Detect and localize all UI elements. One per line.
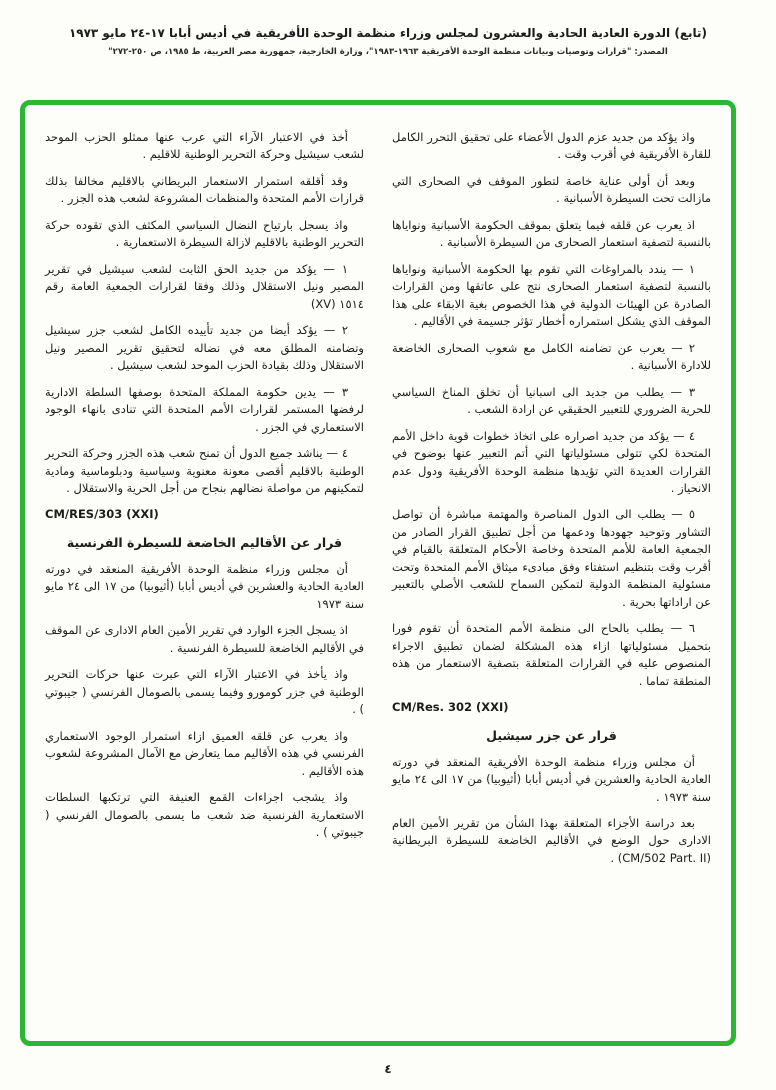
content-border-box [20,100,736,1046]
column-right [392,129,711,1023]
paragraph: وقد أقلقه استمرار الاستعمار البريطاني بالاقليم مخالفا بذلك قرارات الأمم المتحدة والمنظمات المشروعة لشعب هذه الجزر . [45,173,364,206]
paragraph: أخذ في الاعتبار الآراء التي عرب عنها ممثلو الحزب الموحد لشعب سيشيل وحركة التحرير الوطنية للاقليم . [45,130,364,162]
paragraph: واذ يشجب اجراءات القمع العنيفة التي ترتكبها السلطات الاستعمارية الفرنسية ضد شعب ما يسمى بالصومال الفرنسي ( جيبوتي ) . [45,790,364,839]
paragraph: اذ يعرب عن قلقه فيما يتعلق بموقف الحكومة الأسبانية ونواياها بالنسبة لتصفية استعمار الصحارى من السيطرة الأسبانية . [392,217,711,250]
paragraph: واذ يعرب عن قلقه العميق ازاء استمرار الوجود الاستعماري الفرنسي في هذه الأقاليم مما يتعارض مع الآمال المشروعة لشعوب هذه الأقاليم . [45,728,364,778]
paragraph: أن مجلس وزراء منظمة الوحدة الأفريقية المنعقد في دورته العادية الحادية والعشرين في أديس أبابا (أثيوبيا) من ١٧ الى ٢٤ مايو سنة ١٩٧٣ [45,561,364,611]
paragraph: ٢ — يؤكد أيضا من جديد تأييده الكامل لشعب جزر سيشيل وتضامنه المطلق معه في نضاله لتحقيق تقرير المصير ونيل الاستقلال وذلك بقيادة الحزب الموحد لشعب سيشيل . [45,323,364,373]
paragraph: ٣ — يدين حكومة المملكة المتحدة بوصفها السلطة الادارية لرفضها المستمر لقرارات الأمم المتحدة التي تنادى بانهاء الوجود الاستعماري في الجزر . [45,384,364,434]
resolution-title-seychelles: قرار عن جزر سيشيل [486,727,617,743]
paragraph: ١ — يؤكد من جديد الحق الثابت لشعب سيشيل في تقرير المصير ونيل الاستقلال وذلك وفقا لقرارات الجمعية العامة رقم ١٥١٤ (XV) [45,261,364,311]
paragraph: واذ يسجل بارتياح النضال السياسي المكثف الذي تقوده حركة التحرير الوطنية بالاقليم لازالة السيطرة الاستعمارية . [45,217,364,250]
paragraph: ٥ — يطلب الى الدول المناصرة والمهتمة مباشرة أن تواصل التشاور وتوحيد جهودها ودعمها من أجل تطبيق القرار الصادر من الجمعية العامة للأمم المتحدة وخاصة الأحكام المتعلقة بالقيام في أقرب وقت بتنظيم استفتاء وفق مبادىء ميثاق الأمم المتحدة وتحت مسئولية المنظمة الدولية لتمكين السماح للشعب الأصلي بالتعبير عن اراداتها بحرية . [392,507,711,609]
paragraph: واذ يؤكد من جديد عزم الدول الأعضاء على تحقيق التحرر الكامل للقارة الأفريقية في أقرب وقت . [392,130,711,162]
column-left [45,129,364,1023]
paragraph: بعد دراسة الأجزاء المتعلقة بهذا الشأن من تقرير الأمين العام الادارى حول الوضع في الأقاليم الخاضعة للسيطرة البريطانية (CM/502 Part. II) . [392,816,711,865]
paragraph: ١ — يندد بالمراوغات التي تقوم بها الحكومة الأسبانية ونواياها بالنسبة لتصفية استعمار الصحارى نتج على عاتقها ومن القرارات الصادرة عن الهيئات الدولية في هذا الخصوص بغية الابقاء على هذا الموقف الذي يشكل استمراره أخطار تؤثر جسيمة في الأقاليم . [392,261,711,329]
paragraph: ٣ — يطلب من جديد الى اسبانيا أن تخلق المناخ السياسي للحرية الضروري للتعبير الحقيقي عن ارادة الشعب . [392,384,711,417]
paragraph: واذ يأخذ في الاعتبار الآراء التي عبرت عنها حركات التحرير الوطنية في جزر كومورو وفيما يسمى بالصومال الفرنسي ( جيبوتي ) . [45,667,364,717]
paragraph: ٤ — يؤكد من جديد اصراره على اتخاذ خطوات قوية داخل الأمم المتحدة لكي تتولى مسئولياتها التي أتم التعبير عنها بوضوح في القرارات العديدة التي تؤيدها منظمة الوحدة الأفريقية ودول عدم الانحياز . [392,428,711,495]
resolution-code-302: CM/Res. 302 (XXI) [392,700,509,715]
document-header [0,0,776,57]
resolution-code-303: CM/RES/303 (XXI) [45,507,159,522]
paragraph: وبعد أن أولى عناية خاصة لتطور الموقف في الصحارى التي مازالت تحت السيطرة الأسبانية . [392,173,711,206]
page-number: ٤ [384,1062,392,1076]
two-column-layout [45,129,711,1023]
paragraph: ٢ — يعرب عن تضامنه الكامل مع شعوب الصحارى الخاضعة للادارة الأسبانية . [392,340,711,373]
header-source: المصدر: "قرارات وتوصيات وبيانات منظمة الوحدة الأفريقية ١٩٦٣-١٩٨٣"، وزارة الخارجية، جمهورية مصر العربية، ط ١٩٨٥، ص ٢٥٠-٢٧٢" [108,47,668,57]
paragraph: أن مجلس وزراء منظمة الوحدة الأفريقية المنعقد في دورته العادية الحادية والعشرين في أديس أبابا (أثيوبيا) من ١٧ الى ٢٤ مايو سنة ١٩٧٣ . [392,754,711,804]
paragraph: ٦ — يطلب بالحاح الى منظمة الأمم المتحدة أن تقوم فورا بتحميل مسئولياتها ازاء هذه المشكلة لضمان تطبيق الاجراء المنصوص عليه في القرارات المتعلقة بتصفية الاستعمار من هذه المنطقة تماما . [392,621,711,688]
paragraph: ٤ — يناشد جميع الدول أن تمنح شعب هذه الجزر وحركة التحرير الوطنية بالاقليم أقصى معونة معنوية وسياسية ودبلوماسية ومادية لتمكينهم من مواصلة نضالهم بنجاح من أجل الحرية والاستقلال . [45,446,364,495]
paragraph: اذ يسجل الجزء الوارد في تقرير الأمين العام الادارى عن الموقف في الأقاليم الخاضعة للسيطرة الفرنسية . [45,623,364,655]
resolution-title-french-territories: قرار عن الأقاليم الخاضعة للسيطرة الفرنسية [66,534,343,550]
header-title: (تابع) الدورة العادية الحادية والعشرون لمجلس وزراء منظمة الوحدة الأفريقية في أديس أبابا ١٧-٢٤ مايو ١٩٧٣ [68,26,708,40]
